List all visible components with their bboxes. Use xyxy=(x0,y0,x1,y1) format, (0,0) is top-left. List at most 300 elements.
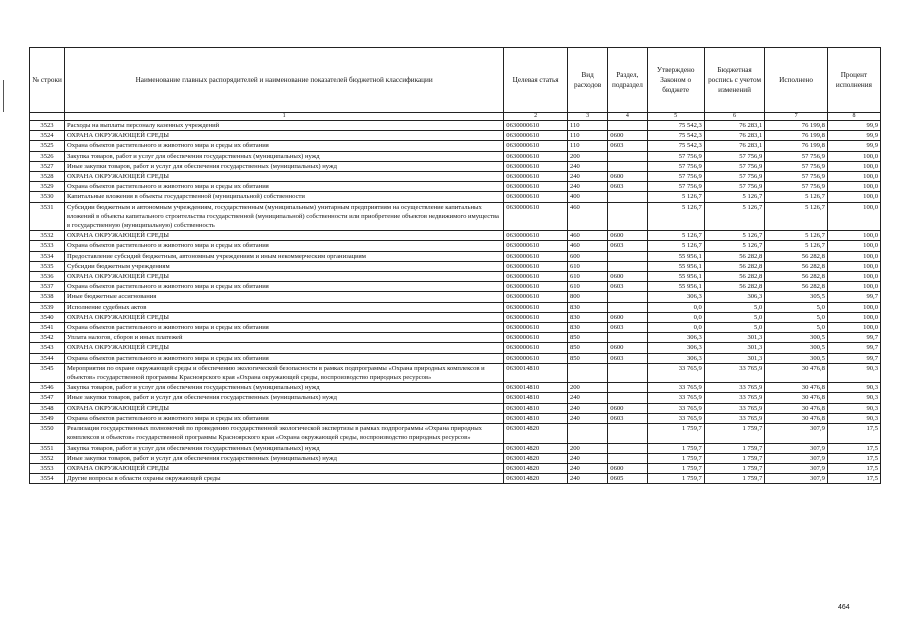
cell-vid: 200 xyxy=(567,383,607,393)
cell-done: 76 199,8 xyxy=(765,131,828,141)
cell-razd xyxy=(608,453,647,463)
cell-pct: 100,0 xyxy=(827,272,880,282)
cell-done: 56 282,8 xyxy=(765,251,828,261)
cell-pct: 100,0 xyxy=(827,192,880,202)
table-header-row xyxy=(30,48,881,113)
colnum-2: 2 xyxy=(504,113,568,121)
cell-vid: 240 xyxy=(567,463,607,473)
cell-budget: 56 282,8 xyxy=(704,261,764,271)
colnum-0 xyxy=(30,113,65,121)
cell-pct: 100,0 xyxy=(827,172,880,182)
cell-code: 0630000610 xyxy=(504,172,568,182)
cell-budget: 56 282,8 xyxy=(704,282,764,292)
cell-vid: 400 xyxy=(567,192,607,202)
cell-razd xyxy=(608,192,647,202)
budget-table xyxy=(29,47,881,484)
cell-razd xyxy=(608,161,647,171)
cell-name: Исполнение судебных актов xyxy=(65,302,504,312)
cell-budget: 5,0 xyxy=(704,323,764,333)
table-row xyxy=(30,312,881,322)
cell-pct: 100,0 xyxy=(827,312,880,322)
cell-code: 0630000610 xyxy=(504,192,568,202)
cell-name: ОХРАНА ОКРУЖАЮЩЕЙ СРЕДЫ xyxy=(65,312,504,322)
cell-code: 0630000610 xyxy=(504,333,568,343)
table-row xyxy=(30,302,881,312)
cell-code: 0630000610 xyxy=(504,343,568,353)
cell-vid: 610 xyxy=(567,261,607,271)
cell-num: 3528 xyxy=(30,172,65,182)
cell-done: 307,9 xyxy=(765,443,828,453)
colnum-4: 4 xyxy=(608,113,647,121)
cell-razd xyxy=(608,383,647,393)
cell-approved: 75 542,3 xyxy=(647,141,704,151)
cell-name: Охрана объектов растительного и животного мира и среды их обитания xyxy=(65,413,504,423)
cell-num: 3524 xyxy=(30,131,65,141)
cell-approved: 75 542,3 xyxy=(647,131,704,141)
cell-done: 305,5 xyxy=(765,292,828,302)
cell-code: 0630000610 xyxy=(504,182,568,192)
table-row xyxy=(30,121,881,131)
cell-num: 3547 xyxy=(30,393,65,403)
cell-approved: 5 126,7 xyxy=(647,231,704,241)
cell-name: Иные закупки товаров, работ и услуг для обеспечения государственных (муниципальных) нужд xyxy=(65,161,504,171)
table-row xyxy=(30,413,881,423)
cell-name: ОХРАНА ОКРУЖАЮЩЕЙ СРЕДЫ xyxy=(65,231,504,241)
cell-done: 307,9 xyxy=(765,463,828,473)
cell-approved: 33 765,9 xyxy=(647,383,704,393)
cell-razd xyxy=(608,363,647,382)
cell-done: 30 476,8 xyxy=(765,363,828,382)
cell-code: 0630000610 xyxy=(504,272,568,282)
cell-name: ОХРАНА ОКРУЖАЮЩЕЙ СРЕДЫ xyxy=(65,131,504,141)
cell-num: 3527 xyxy=(30,161,65,171)
cell-razd xyxy=(608,424,647,443)
cell-code: 0630000610 xyxy=(504,282,568,292)
cell-code: 0630000610 xyxy=(504,121,568,131)
cell-budget: 5 126,7 xyxy=(704,241,764,251)
cell-budget: 57 756,9 xyxy=(704,151,764,161)
cell-code: 0630000610 xyxy=(504,302,568,312)
cell-done: 57 756,9 xyxy=(765,161,828,171)
cell-vid: 110 xyxy=(567,121,607,131)
cell-code: 0630000610 xyxy=(504,231,568,241)
cell-pct: 17,5 xyxy=(827,443,880,453)
cell-code: 0630014820 xyxy=(504,474,568,484)
cell-done: 300,5 xyxy=(765,353,828,363)
cell-razd: 0600 xyxy=(608,463,647,473)
cell-budget: 1 759,7 xyxy=(704,443,764,453)
cell-name: Уплата налогов, сборов и иных платежей xyxy=(65,333,504,343)
cell-name: Расходы на выплаты персоналу казенных учреждений xyxy=(65,121,504,131)
margin-mark xyxy=(3,80,4,112)
cell-vid: 850 xyxy=(567,343,607,353)
cell-name: Предоставление субсидий бюджетным, автономным учреждениям и иным некоммерческим организациям xyxy=(65,251,504,261)
cell-vid: 850 xyxy=(567,333,607,343)
cell-num: 3535 xyxy=(30,261,65,271)
table-row xyxy=(30,151,881,161)
page-number: 464 xyxy=(838,604,850,611)
cell-budget: 301,3 xyxy=(704,333,764,343)
table-row xyxy=(30,343,881,353)
cell-razd: 0600 xyxy=(608,172,647,182)
cell-approved: 33 765,9 xyxy=(647,363,704,382)
cell-num: 3538 xyxy=(30,292,65,302)
cell-name: Закупка товаров, работ и услуг для обеспечения государственных (муниципальных) нужд xyxy=(65,383,504,393)
cell-budget: 1 759,7 xyxy=(704,463,764,473)
cell-razd xyxy=(608,121,647,131)
cell-done: 5 126,7 xyxy=(765,241,828,251)
cell-done: 30 476,8 xyxy=(765,413,828,423)
cell-num: 3531 xyxy=(30,202,65,231)
cell-name: ОХРАНА ОКРУЖАЮЩЕЙ СРЕДЫ xyxy=(65,272,504,282)
cell-razd: 0603 xyxy=(608,141,647,151)
colnum-6: 6 xyxy=(704,113,764,121)
header-razd: Раздел, подраздел xyxy=(608,48,647,113)
cell-budget: 5 126,7 xyxy=(704,192,764,202)
cell-num: 3551 xyxy=(30,443,65,453)
cell-done: 57 756,9 xyxy=(765,182,828,192)
cell-budget: 33 765,9 xyxy=(704,413,764,423)
cell-budget: 57 756,9 xyxy=(704,172,764,182)
cell-num: 3532 xyxy=(30,231,65,241)
cell-approved: 5 126,7 xyxy=(647,202,704,231)
cell-budget: 5,0 xyxy=(704,312,764,322)
cell-vid: 200 xyxy=(567,443,607,453)
cell-vid: 110 xyxy=(567,131,607,141)
cell-razd xyxy=(608,393,647,403)
cell-budget: 1 759,7 xyxy=(704,474,764,484)
cell-code: 0630000610 xyxy=(504,292,568,302)
cell-vid: 200 xyxy=(567,151,607,161)
cell-pct: 100,0 xyxy=(827,302,880,312)
cell-num: 3548 xyxy=(30,403,65,413)
cell-approved: 57 756,9 xyxy=(647,151,704,161)
cell-name: Капитальные вложения в объекты государственной (муниципальной) собственности xyxy=(65,192,504,202)
cell-done: 5 126,7 xyxy=(765,192,828,202)
cell-budget: 33 765,9 xyxy=(704,403,764,413)
cell-budget: 56 282,8 xyxy=(704,272,764,282)
cell-pct: 17,5 xyxy=(827,463,880,473)
cell-budget: 1 759,7 xyxy=(704,453,764,463)
cell-approved: 5 126,7 xyxy=(647,241,704,251)
cell-code: 0630014810 xyxy=(504,363,568,382)
cell-num: 3553 xyxy=(30,463,65,473)
cell-pct: 100,0 xyxy=(827,251,880,261)
table-row xyxy=(30,403,881,413)
cell-pct: 100,0 xyxy=(827,231,880,241)
cell-code: 0630000610 xyxy=(504,323,568,333)
cell-code: 0630000610 xyxy=(504,261,568,271)
cell-razd: 0600 xyxy=(608,312,647,322)
cell-code: 0630014810 xyxy=(504,393,568,403)
cell-vid xyxy=(567,424,607,443)
cell-vid: 460 xyxy=(567,202,607,231)
cell-done: 57 756,9 xyxy=(765,172,828,182)
cell-razd xyxy=(608,151,647,161)
cell-num: 3529 xyxy=(30,182,65,192)
cell-razd: 0600 xyxy=(608,403,647,413)
cell-pct: 99,7 xyxy=(827,343,880,353)
cell-razd: 0600 xyxy=(608,272,647,282)
cell-razd: 0603 xyxy=(608,353,647,363)
cell-code: 0630014820 xyxy=(504,424,568,443)
table-row xyxy=(30,282,881,292)
cell-approved: 75 542,3 xyxy=(647,121,704,131)
cell-done: 307,9 xyxy=(765,424,828,443)
column-number-row xyxy=(30,113,881,121)
cell-budget: 76 283,1 xyxy=(704,131,764,141)
cell-razd xyxy=(608,443,647,453)
cell-num: 3525 xyxy=(30,141,65,151)
cell-name: Иные закупки товаров, работ и услуг для обеспечения государственных (муниципальных) нужд xyxy=(65,393,504,403)
cell-num: 3530 xyxy=(30,192,65,202)
cell-name: Мероприятия по охране окружающей среды и обеспечению экологической безопасности в рамках подпрограммы «Охрана природных комплексов и объектов» государственной программы Красноярского края «Охрана окружающей среды, воспроизводство природных ресурсов» xyxy=(65,363,504,382)
cell-num: 3539 xyxy=(30,302,65,312)
cell-done: 30 476,8 xyxy=(765,383,828,393)
table-row xyxy=(30,292,881,302)
cell-num: 3543 xyxy=(30,343,65,353)
cell-approved: 0,0 xyxy=(647,302,704,312)
cell-name: Иные закупки товаров, работ и услуг для обеспечения государственных (муниципальных) нужд xyxy=(65,453,504,463)
cell-approved: 1 759,7 xyxy=(647,443,704,453)
cell-num: 3544 xyxy=(30,353,65,363)
cell-done: 5,0 xyxy=(765,323,828,333)
cell-budget: 5,0 xyxy=(704,302,764,312)
cell-code: 0630014810 xyxy=(504,383,568,393)
table-row xyxy=(30,161,881,171)
cell-vid: 240 xyxy=(567,393,607,403)
colnum-5: 5 xyxy=(647,113,704,121)
table-row xyxy=(30,241,881,251)
cell-pct: 90,3 xyxy=(827,403,880,413)
cell-vid: 240 xyxy=(567,403,607,413)
cell-approved: 57 756,9 xyxy=(647,161,704,171)
header-name: Наименование главных распорядителей и наименование показателей бюджетной классификации xyxy=(65,48,504,113)
cell-budget: 33 765,9 xyxy=(704,383,764,393)
cell-code: 0630000610 xyxy=(504,151,568,161)
table-row xyxy=(30,172,881,182)
header-approved: Утверждено Законом о бюджете xyxy=(647,48,704,113)
cell-done: 300,5 xyxy=(765,343,828,353)
cell-code: 0630000610 xyxy=(504,202,568,231)
cell-pct: 100,0 xyxy=(827,161,880,171)
cell-budget: 57 756,9 xyxy=(704,182,764,192)
cell-done: 5,0 xyxy=(765,302,828,312)
cell-approved: 0,0 xyxy=(647,323,704,333)
cell-razd xyxy=(608,261,647,271)
cell-pct: 100,0 xyxy=(827,261,880,271)
cell-approved: 57 756,9 xyxy=(647,182,704,192)
cell-vid: 830 xyxy=(567,302,607,312)
cell-vid: 800 xyxy=(567,292,607,302)
cell-num: 3545 xyxy=(30,363,65,382)
cell-approved: 57 756,9 xyxy=(647,172,704,182)
cell-pct: 90,3 xyxy=(827,393,880,403)
cell-name: Закупка товаров, работ и услуг для обеспечения государственных (муниципальных) нужд xyxy=(65,151,504,161)
cell-name: Охрана объектов растительного и животного мира и среды их обитания xyxy=(65,323,504,333)
cell-pct: 100,0 xyxy=(827,182,880,192)
cell-done: 307,9 xyxy=(765,453,828,463)
cell-name: Охрана объектов растительного и животного мира и среды их обитания xyxy=(65,182,504,192)
table-row xyxy=(30,261,881,271)
cell-pct: 90,3 xyxy=(827,363,880,382)
cell-budget: 5 126,7 xyxy=(704,202,764,231)
cell-razd: 0603 xyxy=(608,282,647,292)
cell-num: 3541 xyxy=(30,323,65,333)
table-row xyxy=(30,202,881,231)
cell-vid: 610 xyxy=(567,282,607,292)
cell-razd: 0605 xyxy=(608,474,647,484)
cell-approved: 33 765,9 xyxy=(647,393,704,403)
cell-pct: 99,9 xyxy=(827,141,880,151)
table-row xyxy=(30,393,881,403)
cell-done: 307,9 xyxy=(765,474,828,484)
cell-code: 0630000610 xyxy=(504,353,568,363)
cell-num: 3542 xyxy=(30,333,65,343)
cell-code: 0630014820 xyxy=(504,463,568,473)
cell-done: 56 282,8 xyxy=(765,261,828,271)
cell-budget: 76 283,1 xyxy=(704,141,764,151)
cell-razd: 0603 xyxy=(608,182,647,192)
cell-done: 30 476,8 xyxy=(765,393,828,403)
cell-pct: 100,0 xyxy=(827,282,880,292)
cell-vid: 240 xyxy=(567,182,607,192)
header-pct: Процент исполнения xyxy=(827,48,880,113)
cell-code: 0630000610 xyxy=(504,161,568,171)
cell-pct: 100,0 xyxy=(827,323,880,333)
cell-approved: 55 956,1 xyxy=(647,272,704,282)
cell-name: Охрана объектов растительного и животного мира и среды их обитания xyxy=(65,353,504,363)
cell-approved: 1 759,7 xyxy=(647,463,704,473)
cell-num: 3550 xyxy=(30,424,65,443)
colnum-1: 1 xyxy=(65,113,504,121)
cell-razd: 0600 xyxy=(608,131,647,141)
cell-razd: 0603 xyxy=(608,241,647,251)
cell-code: 0630014810 xyxy=(504,413,568,423)
cell-approved: 55 956,1 xyxy=(647,282,704,292)
cell-approved: 33 765,9 xyxy=(647,413,704,423)
cell-vid: 460 xyxy=(567,231,607,241)
cell-razd: 0600 xyxy=(608,343,647,353)
cell-vid: 240 xyxy=(567,161,607,171)
cell-approved: 306,3 xyxy=(647,353,704,363)
cell-vid: 600 xyxy=(567,251,607,261)
colnum-7: 7 xyxy=(765,113,828,121)
cell-approved: 55 956,1 xyxy=(647,251,704,261)
cell-done: 300,5 xyxy=(765,333,828,343)
cell-code: 0630014810 xyxy=(504,403,568,413)
cell-budget: 5 126,7 xyxy=(704,231,764,241)
cell-num: 3537 xyxy=(30,282,65,292)
cell-razd xyxy=(608,292,647,302)
header-vid: Вид расходов xyxy=(567,48,607,113)
cell-vid: 830 xyxy=(567,323,607,333)
cell-razd: 0603 xyxy=(608,323,647,333)
table-row xyxy=(30,131,881,141)
cell-name: Реализация государственных полномочий по проведению государственной экологической экспертизы в рамках подпрограммы «Охрана природных комплексов и объектов» государственной программы Красноярского края «Охрана окружающей среды, воспроизводство природных ресурсов» xyxy=(65,424,504,443)
header-done: Исполнено xyxy=(765,48,828,113)
cell-code: 0630000610 xyxy=(504,131,568,141)
cell-budget: 301,3 xyxy=(704,343,764,353)
cell-pct: 90,3 xyxy=(827,383,880,393)
cell-razd xyxy=(608,333,647,343)
cell-pct: 99,7 xyxy=(827,353,880,363)
cell-done: 5 126,7 xyxy=(765,231,828,241)
cell-code: 0630000610 xyxy=(504,241,568,251)
cell-num: 3534 xyxy=(30,251,65,261)
cell-budget: 57 756,9 xyxy=(704,161,764,171)
cell-name: Субсидии бюджетным учреждениям xyxy=(65,261,504,271)
cell-budget: 33 765,9 xyxy=(704,363,764,382)
table-row xyxy=(30,463,881,473)
table-row xyxy=(30,141,881,151)
cell-razd xyxy=(608,302,647,312)
cell-done: 56 282,8 xyxy=(765,282,828,292)
cell-num: 3546 xyxy=(30,383,65,393)
cell-done: 30 476,8 xyxy=(765,403,828,413)
table-row xyxy=(30,333,881,343)
cell-name: Закупка товаров, работ и услуг для обеспечения государственных (муниципальных) нужд xyxy=(65,443,504,453)
cell-name: Субсидии бюджетным и автономным учреждениям, государственным (муниципальным) унитарным предприятиям на осуществление капитальных вложений в объекты капитального строительства государственной (муниципальной) собственности или приобретение объектов недвижимого имущества в государственную (муниципальную) собственность xyxy=(65,202,504,231)
cell-name: ОХРАНА ОКРУЖАЮЩЕЙ СРЕДЫ xyxy=(65,343,504,353)
cell-name: Охрана объектов растительного и животного мира и среды их обитания xyxy=(65,141,504,151)
table-row xyxy=(30,272,881,282)
cell-code: 0630014820 xyxy=(504,453,568,463)
table-row xyxy=(30,251,881,261)
cell-budget: 33 765,9 xyxy=(704,393,764,403)
cell-budget: 306,3 xyxy=(704,292,764,302)
cell-num: 3536 xyxy=(30,272,65,282)
table-row xyxy=(30,363,881,382)
cell-vid: 240 xyxy=(567,474,607,484)
cell-pct: 99,9 xyxy=(827,131,880,141)
cell-razd: 0603 xyxy=(608,413,647,423)
header-num: № строки xyxy=(30,48,65,113)
cell-num: 3554 xyxy=(30,474,65,484)
cell-pct: 100,0 xyxy=(827,202,880,231)
table-row xyxy=(30,192,881,202)
cell-approved: 306,3 xyxy=(647,343,704,353)
cell-name: ОХРАНА ОКРУЖАЮЩЕЙ СРЕДЫ xyxy=(65,463,504,473)
cell-code: 0630000610 xyxy=(504,141,568,151)
cell-budget: 56 282,8 xyxy=(704,251,764,261)
cell-num: 3540 xyxy=(30,312,65,322)
cell-num: 3552 xyxy=(30,453,65,463)
cell-name: Другие вопросы в области охраны окружающей среды xyxy=(65,474,504,484)
cell-razd: 0600 xyxy=(608,231,647,241)
cell-num: 3533 xyxy=(30,241,65,251)
table-row xyxy=(30,383,881,393)
table-row xyxy=(30,353,881,363)
cell-name: ОХРАНА ОКРУЖАЮЩЕЙ СРЕДЫ xyxy=(65,172,504,182)
cell-name: ОХРАНА ОКРУЖАЮЩЕЙ СРЕДЫ xyxy=(65,403,504,413)
cell-budget: 1 759,7 xyxy=(704,424,764,443)
table-row xyxy=(30,231,881,241)
cell-code: 0630014820 xyxy=(504,443,568,453)
cell-approved: 1 759,7 xyxy=(647,453,704,463)
table-row xyxy=(30,424,881,443)
cell-vid: 110 xyxy=(567,141,607,151)
cell-pct: 99,9 xyxy=(827,121,880,131)
cell-vid: 850 xyxy=(567,353,607,363)
cell-name: Охрана объектов растительного и животного мира и среды их обитания xyxy=(65,282,504,292)
cell-done: 56 282,8 xyxy=(765,272,828,282)
cell-pct: 90,3 xyxy=(827,413,880,423)
cell-approved: 1 759,7 xyxy=(647,424,704,443)
table-row xyxy=(30,323,881,333)
cell-vid xyxy=(567,363,607,382)
cell-approved: 1 759,7 xyxy=(647,474,704,484)
